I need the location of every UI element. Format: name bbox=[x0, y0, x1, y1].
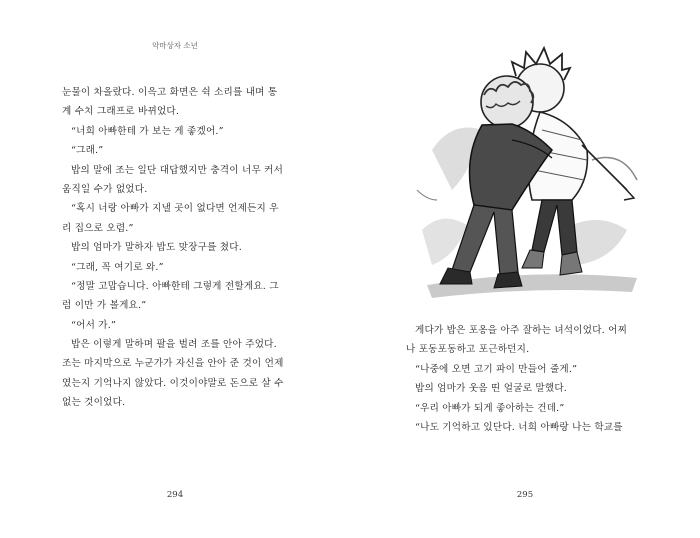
text-line: 없는 것이었다. bbox=[62, 397, 126, 409]
illustration-drawing bbox=[412, 40, 657, 305]
text-line: “우리 아빠가 되게 좋아하는 건데.” bbox=[415, 402, 565, 414]
text-line: 럼 이만 가 볼게요.” bbox=[62, 300, 147, 312]
text-line: “나중에 오면 고기 파이 만들어 줄게.” bbox=[415, 363, 578, 375]
running-head: 악마상자 소년 bbox=[152, 41, 198, 50]
text-line: 나 포동포동하고 포근하던지. bbox=[406, 344, 530, 356]
text-line: “혹시 너랑 아빠가 지낼 곳이 없다면 언제든지 우 bbox=[71, 203, 279, 215]
text-line: 계 수치 그래프로 바뀌었다. bbox=[62, 106, 180, 118]
text-line: 밥의 엄마가 말하자 밥도 맞장구를 쳤다. bbox=[71, 242, 242, 254]
text-line: 밥의 말에 조는 일단 대답했지만 충격이 너무 커서 bbox=[71, 164, 284, 176]
two-boys-hugging-illustration bbox=[412, 40, 657, 305]
text-line: “어서 가.” bbox=[71, 319, 117, 331]
left-body-text bbox=[62, 83, 307, 413]
text-line: “그래.” bbox=[71, 145, 104, 157]
right-body-text bbox=[406, 321, 656, 437]
page-number-left: 294 bbox=[166, 490, 184, 500]
text-line: “정말 고맙습니다. 아빠한테 그렇게 전할게요. 그 bbox=[71, 280, 279, 292]
text-line: 밥은 이렇게 말하며 팔을 벌려 조를 안아 주었다. bbox=[71, 339, 277, 351]
text-line: 눈물이 차올랐다. 이윽고 화면은 쉭 소리를 내며 통 bbox=[62, 87, 278, 98]
text-line: 조는 마지막으로 누군가가 자신을 안아 준 것이 언제 bbox=[62, 358, 284, 370]
text-line: 리 집으로 오렴.” bbox=[62, 222, 134, 234]
text-line: “나도 기억하고 있단다. 너희 아빠랑 나는 학교를 bbox=[415, 421, 623, 433]
text-line: “그래, 꼭 여기로 와.” bbox=[71, 261, 164, 273]
text-line: 움직일 수가 없었다. bbox=[62, 183, 148, 195]
text-line: 였는지 기억나지 않았다. 이것이야말로 돈으로 살 수 bbox=[62, 377, 284, 389]
right-page bbox=[350, 0, 700, 538]
page-number-right: 295 bbox=[516, 490, 534, 500]
text-line: 게다가 밥은 포옹을 아주 잘하는 녀석이었다. 어찌 bbox=[415, 325, 628, 336]
text-line: “너희 아빠한테 가 보는 게 좋겠어.” bbox=[71, 125, 224, 137]
text-line: 밥의 엄마가 웃음 띤 얼굴로 말했다. bbox=[415, 383, 568, 395]
